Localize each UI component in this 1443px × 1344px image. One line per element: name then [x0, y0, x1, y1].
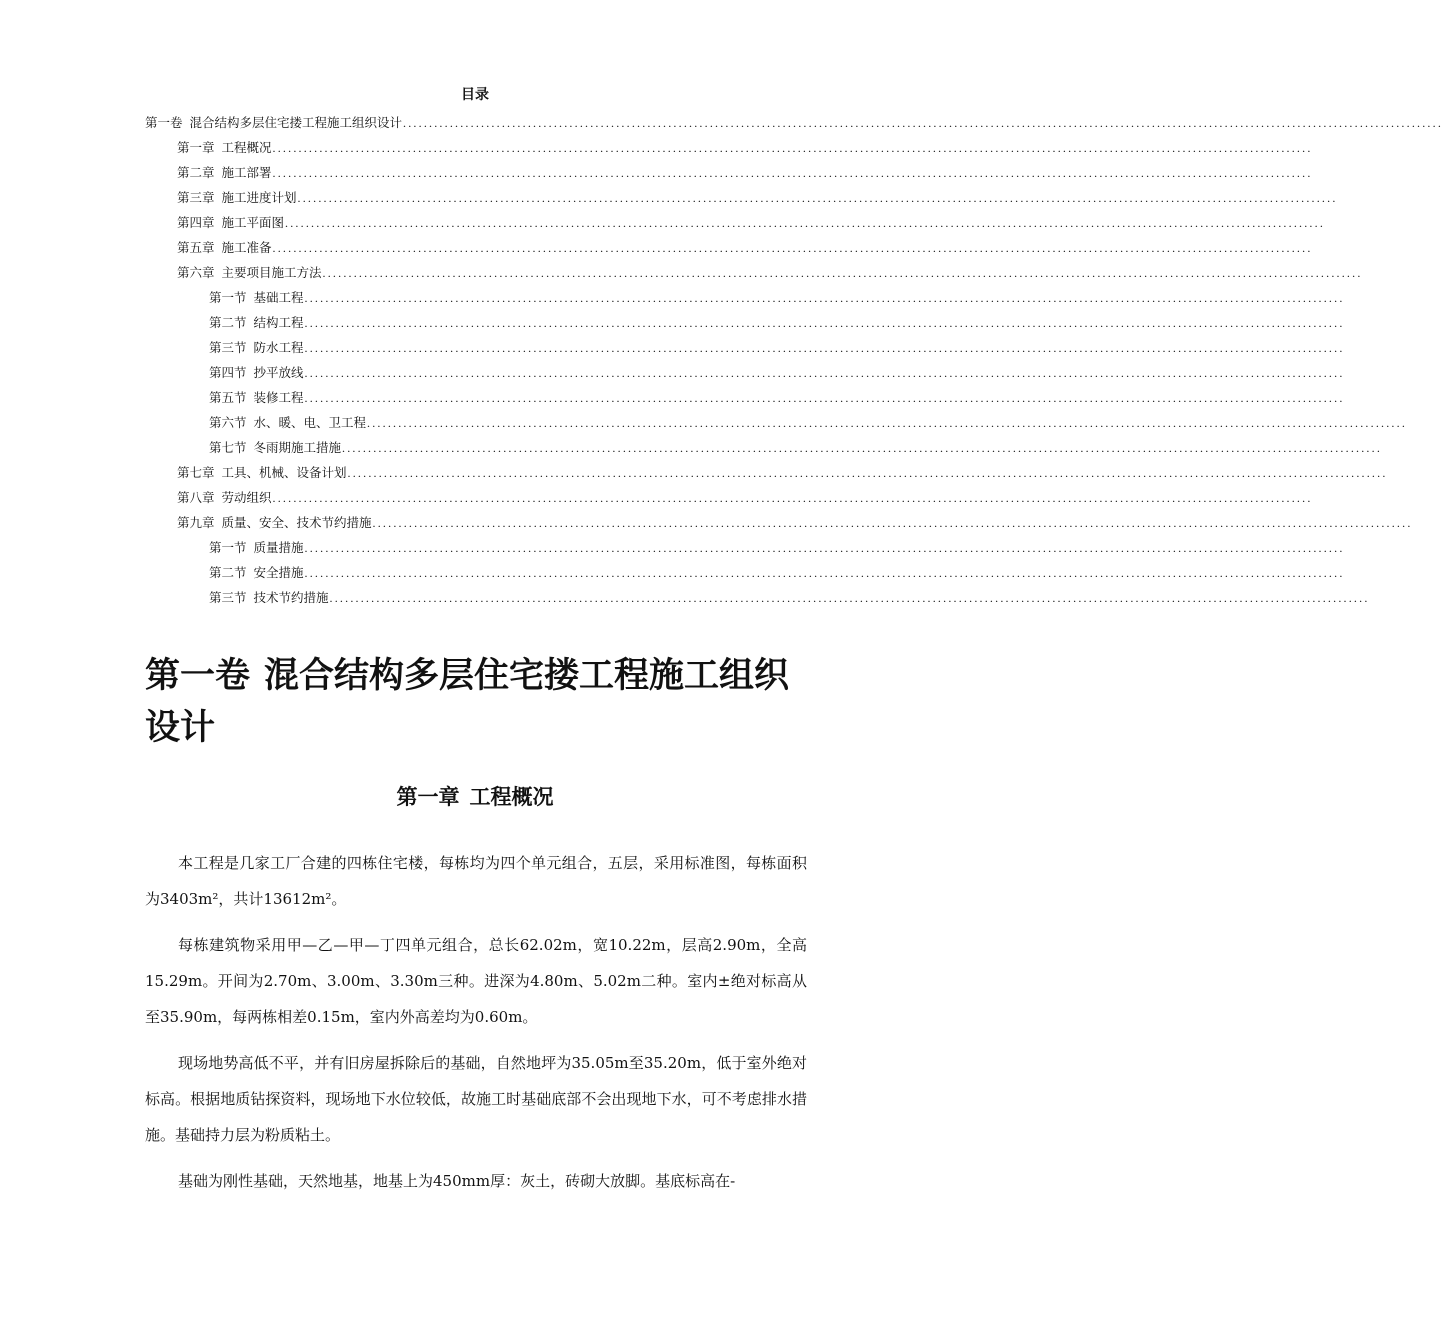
toc-entry-text: 劳动组织 — [221, 490, 272, 505]
volume-heading — [145, 650, 815, 754]
toc-entry-text: 施工部署 — [221, 165, 272, 180]
toc-title: 目录 — [461, 87, 489, 103]
chapter-heading — [0, 781, 950, 811]
toc-entry-text: 安全措施 — [253, 565, 304, 580]
toc-leader-dots: ........................................................................................................................................................................................................ — [304, 566, 1345, 580]
body-paragraph: 基础为刚性基础，天然地基，地基上为450mm厚：灰土，砖砌大放脚。基底标高在- — [178, 1172, 736, 1190]
toc-entry-number: 第七章 — [177, 465, 215, 480]
toc-leader-dots: ........................................................................................................................................................................................................ — [322, 266, 1363, 280]
toc-entry-number: 第六章 — [177, 265, 215, 280]
toc-entry[interactable] — [145, 106, 1443, 131]
toc-leader-dots: ........................................................................................................................................................................................................ — [272, 141, 1313, 155]
toc-entry-number: 第二节 — [209, 565, 247, 580]
toc-leader-dots: ........................................................................................................................................................................................................ — [403, 116, 1443, 130]
toc-entry-text: 施工进度计划 — [221, 190, 297, 205]
toc-entry[interactable] — [145, 456, 1388, 481]
toc-entry-number: 第二节 — [209, 315, 247, 330]
toc-entry-text: 冬雨期施工措施 — [253, 440, 342, 455]
toc-entry[interactable] — [145, 156, 1313, 181]
toc-leader-dots: ........................................................................................................................................................................................................ — [304, 341, 1345, 355]
toc-entry[interactable] — [145, 481, 1313, 506]
body-paragraph: 本工程是几家工厂合建的四栋住宅楼，每栋均为四个单元组合，五层，采用标准图，每栋面积为3403m²，共计13612m²。 — [145, 854, 807, 908]
toc-entry-text: 质量措施 — [253, 540, 304, 555]
toc-entry[interactable] — [145, 256, 1363, 281]
toc-leader-dots: ........................................................................................................................................................................................................ — [285, 216, 1326, 230]
toc-entry[interactable] — [145, 281, 1345, 306]
toc-entry-number: 第一节 — [209, 290, 247, 305]
toc-leader-dots: ........................................................................................................................................................................................................ — [304, 366, 1345, 380]
toc-entry[interactable] — [145, 206, 1326, 231]
toc-entry-number: 第二章 — [177, 165, 215, 180]
toc-entry-text: 技术节约措施 — [253, 590, 329, 605]
toc-entry-number: 第四节 — [209, 365, 247, 380]
toc-leader-dots: ........................................................................................................................................................................................................ — [304, 391, 1345, 405]
volume-number: 第一卷 — [145, 656, 251, 696]
toc-entry-text: 装修工程 — [253, 390, 304, 405]
toc-leader-dots: ........................................................................................................................................................................................................ — [304, 541, 1345, 555]
toc-leader-dots: ........................................................................................................................................................................................................ — [297, 191, 1338, 205]
body-paragraph: 现场地势高低不平，并有旧房屋拆除后的基础，自然地坪为35.05m至35.20m，低于室外绝对标高。根据地质钻探资料，现场地下水位较低，故施工时基础底部不会出现地下水，可不考虑排水措施。基础持力层为粉质粘土。 — [145, 1054, 807, 1144]
chapter-number: 第一章 — [396, 785, 460, 809]
toc-entry-number: 第九章 — [177, 515, 215, 530]
toc-entry-number: 第八章 — [177, 490, 215, 505]
toc-entry[interactable] — [145, 356, 1345, 381]
toc-leader-dots: ........................................................................................................................................................................................................ — [272, 241, 1313, 255]
toc-entry-text: 施工准备 — [221, 240, 272, 255]
toc-entry-number: 第一卷 — [145, 115, 183, 130]
toc-entry[interactable] — [145, 406, 1408, 431]
body-paragraph: 每栋建筑物采用甲—乙—甲—丁四单元组合，总长62.02m，宽10.22m，层高2.90m，全高15.29m。开间为2.70m、3.00m、3.30m三种。进深为4.80m、5.02m二种。室内±绝对标高从至35.90m，每两栋相差0.15m，室内外高差均为0.60m。 — [145, 936, 807, 1026]
toc-entry-number: 第五节 — [209, 390, 247, 405]
toc-entry-text: 水、暖、电、卫工程 — [253, 415, 367, 430]
toc-entry-number: 第一章 — [177, 140, 215, 155]
toc-entry-text: 施工平面图 — [221, 215, 285, 230]
toc-entry-text: 工具、机械、设备计划 — [221, 465, 347, 480]
toc-entry-text: 混合结构多层住宅搂工程施工组织设计 — [189, 115, 403, 130]
toc-entry[interactable] — [145, 131, 1313, 156]
toc-leader-dots: ........................................................................................................................................................................................................ — [347, 466, 1388, 480]
toc-entry[interactable] — [145, 581, 1370, 606]
toc-entry[interactable] — [145, 231, 1313, 256]
toc-leader-dots: ........................................................................................................................................................................................................ — [304, 291, 1345, 305]
toc-entry[interactable] — [145, 556, 1345, 581]
toc-leader-dots: ........................................................................................................................................................................................................ — [272, 491, 1313, 505]
table-of-contents — [145, 106, 1443, 606]
toc-entry-text: 基础工程 — [253, 290, 304, 305]
toc-entry[interactable] — [145, 506, 1413, 531]
toc-entry-text: 工程概况 — [221, 140, 272, 155]
chapter-body — [145, 845, 807, 1209]
toc-leader-dots: ........................................................................................................................................................................................................ — [329, 591, 1370, 605]
chapter-title: 工程概况 — [469, 785, 554, 809]
toc-entry-number: 第六节 — [209, 415, 247, 430]
toc-entry[interactable] — [145, 531, 1345, 556]
toc-entry[interactable] — [145, 431, 1383, 456]
toc-entry[interactable] — [145, 381, 1345, 406]
toc-entry-text: 结构工程 — [253, 315, 304, 330]
toc-entry[interactable] — [145, 306, 1345, 331]
toc-entry-number: 第七节 — [209, 440, 247, 455]
toc-leader-dots: ........................................................................................................................................................................................................ — [304, 316, 1345, 330]
toc-leader-dots: ........................................................................................................................................................................................................ — [372, 516, 1413, 530]
toc-entry-number: 第三节 — [209, 340, 247, 355]
toc-entry-text: 抄平放线 — [253, 365, 304, 380]
toc-entry-text: 防水工程 — [253, 340, 304, 355]
toc-entry-text: 质量、安全、技术节约措施 — [221, 515, 372, 530]
toc-entry-number: 第三章 — [177, 190, 215, 205]
toc-leader-dots: ........................................................................................................................................................................................................ — [367, 416, 1408, 430]
toc-entry-number: 第一节 — [209, 540, 247, 555]
toc-entry-number: 第四章 — [177, 215, 215, 230]
toc-leader-dots: ........................................................................................................................................................................................................ — [272, 166, 1313, 180]
toc-entry[interactable] — [145, 331, 1345, 356]
toc-leader-dots: ........................................................................................................................................................................................................ — [342, 441, 1383, 455]
toc-entry-text: 主要项目施工方法 — [221, 265, 322, 280]
toc-entry-number: 第五章 — [177, 240, 215, 255]
toc-entry[interactable] — [145, 181, 1338, 206]
toc-entry-number: 第三节 — [209, 590, 247, 605]
volume-title: 混合结构多层住宅搂工程施工组织设计 — [145, 656, 790, 748]
